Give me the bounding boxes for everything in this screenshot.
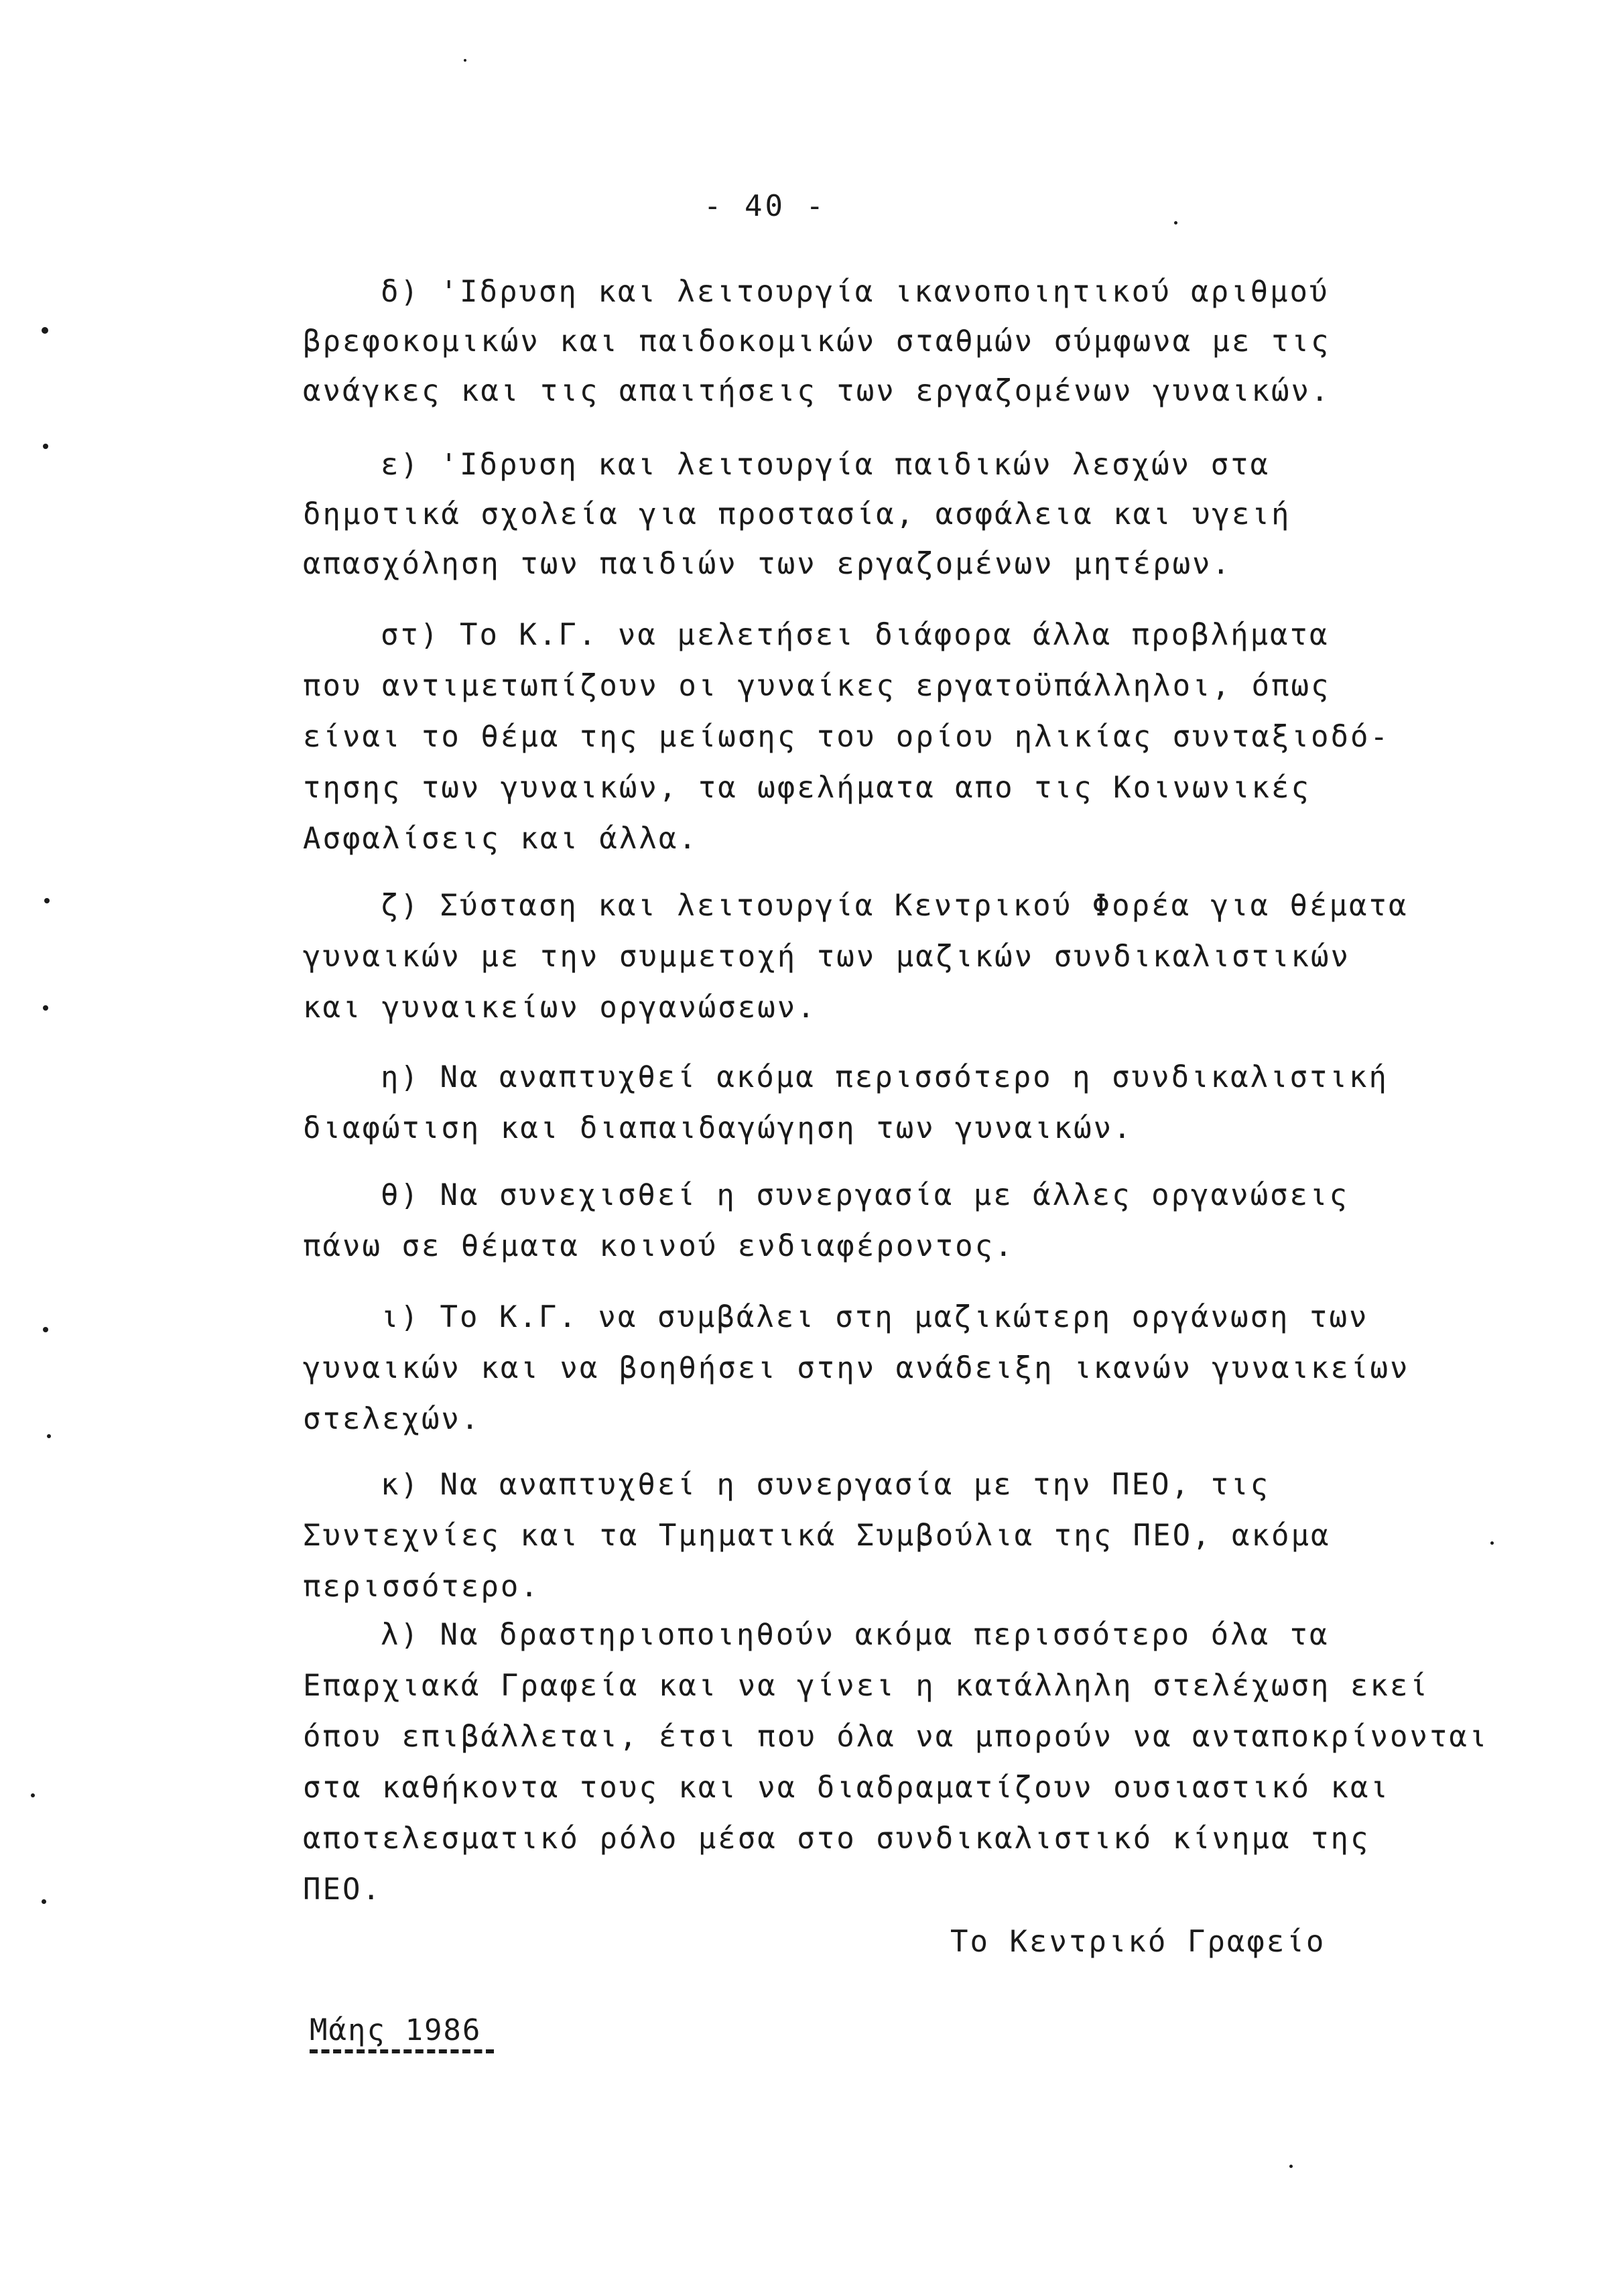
- page-number: - 40 -: [704, 189, 826, 223]
- paragraph-stigma-line-5: Ασφαλίσεις και άλλα.: [303, 822, 698, 856]
- paragraph-lambda-line-5: αποτελεσματικό ρόλο μέσα στο συνδικαλιστικό κίνημα της: [303, 1822, 1370, 1856]
- paragraph-lambda-line-1: λ) Να δραστηριοποιηθούν ακόμα περισσότερο όλα τα: [381, 1618, 1330, 1652]
- paragraph-zeta-line-1: ζ) Σύσταση και λειτουργία Κεντρικού Φορέα για θέματα: [381, 889, 1409, 923]
- paragraph-delta-line-1: δ) 'Ιδρυση και λειτουργία ικανοποιητικού αριθμού: [381, 275, 1330, 309]
- paragraph-kappa-line-3: περισσότερο.: [303, 1570, 540, 1604]
- date: Μάης 1986: [310, 2013, 482, 2047]
- paragraph-kappa-line-2: Συντεχνίες και τα Τμηματικά Συμβούλια της ΠΕΟ, ακόμα: [303, 1519, 1331, 1553]
- paragraph-lambda-line-6: ΠΕΟ.: [303, 1872, 382, 1907]
- paragraph-kappa-line-1: κ) Να αναπτυχθεί η συνεργασία με την ΠΕΟ, τις: [381, 1468, 1271, 1502]
- scan-speck: [1174, 221, 1177, 225]
- scan-speck: [42, 327, 48, 334]
- signature: Το Κεντρικό Γραφείο: [950, 1925, 1326, 1959]
- scan-speck: [43, 1327, 48, 1332]
- paragraph-lambda-line-2: Επαρχιακά Γραφεία και να γίνει η κατάλληλη στελέχωση εκεί: [303, 1669, 1429, 1703]
- paragraph-delta-line-3: ανάγκες και τις απαιτήσεις των εργαζομένων γυναικών.: [303, 374, 1331, 408]
- paragraph-iota-line-1: ι) Το Κ.Γ. να συμβάλει στη μαζικώτερη οργάνωση των: [381, 1300, 1369, 1334]
- scan-speck: [1289, 2165, 1293, 2168]
- paragraph-theta-line-2: πάνω σε θέματα κοινού ενδιαφέροντος.: [303, 1229, 1015, 1263]
- scan-speck: [47, 1434, 51, 1438]
- date-underline: [310, 2049, 494, 2053]
- paragraph-epsilon-line-2: δημοτικά σχολεία για προστασία, ασφάλεια και υγειή: [303, 497, 1291, 531]
- paragraph-delta-line-2: βρεφοκομικών και παιδοκομικών σταθμών σύμφωνα με τις: [303, 324, 1331, 359]
- paragraph-zeta-line-3: και γυναικείων οργανώσεων.: [303, 991, 817, 1025]
- scan-speck: [464, 59, 466, 62]
- paragraph-lambda-line-4: στα καθήκοντα τους και να διαδραματίζουν ουσιαστικό και: [303, 1771, 1390, 1805]
- paragraph-zeta-line-2: γυναικών με την συμμετοχή των μαζικών συνδικαλιστικών: [303, 940, 1350, 974]
- scan-speck: [44, 898, 50, 903]
- paragraph-lambda-line-3: όπου επιβάλλεται, έτσι που όλα να μπορούν να ανταποκρίνονται: [303, 1720, 1489, 1754]
- paragraph-stigma-line-4: τησης των γυναικών, τα ωφελήματα απο τις Κοινωνικές: [303, 771, 1311, 805]
- scan-speck: [1490, 1541, 1494, 1545]
- paragraph-epsilon-line-1: ε) 'Ιδρυση και λειτουργία παιδικών λεσχών στα: [381, 448, 1271, 482]
- paragraph-stigma-line-2: που αντιμετωπίζουν οι γυναίκες εργατοϋπάλληλοι, όπως: [303, 669, 1331, 703]
- scan-speck: [43, 1005, 48, 1011]
- paragraph-stigma-line-3: είναι το θέμα της μείωσης του ορίου ηλικίας συνταξιοδό-: [303, 720, 1390, 754]
- scan-speck: [43, 444, 48, 449]
- scan-speck: [31, 1793, 35, 1797]
- paragraph-eta-line-2: διαφώτιση και διαπαιδαγώγηση των γυναικών.: [303, 1111, 1133, 1145]
- paragraph-stigma-line-1: στ) Το Κ.Γ. να μελετήσει διάφορα άλλα προβλήματα: [381, 618, 1330, 652]
- paragraph-epsilon-line-3: απασχόληση των παιδιών των εργαζομένων μητέρων.: [303, 547, 1232, 581]
- scan-speck: [42, 1899, 46, 1904]
- paragraph-eta-line-1: η) Να αναπτυχθεί ακόμα περισσότερο η συνδικαλιστική: [381, 1060, 1389, 1094]
- paragraph-iota-line-2: γυναικών και να βοηθήσει στην ανάδειξη ικανών γυναικείων: [303, 1351, 1410, 1385]
- paragraph-theta-line-1: θ) Να συνεχισθεί η συνεργασία με άλλες οργανώσεις: [381, 1178, 1350, 1212]
- paragraph-iota-line-3: στελεχών.: [303, 1402, 481, 1436]
